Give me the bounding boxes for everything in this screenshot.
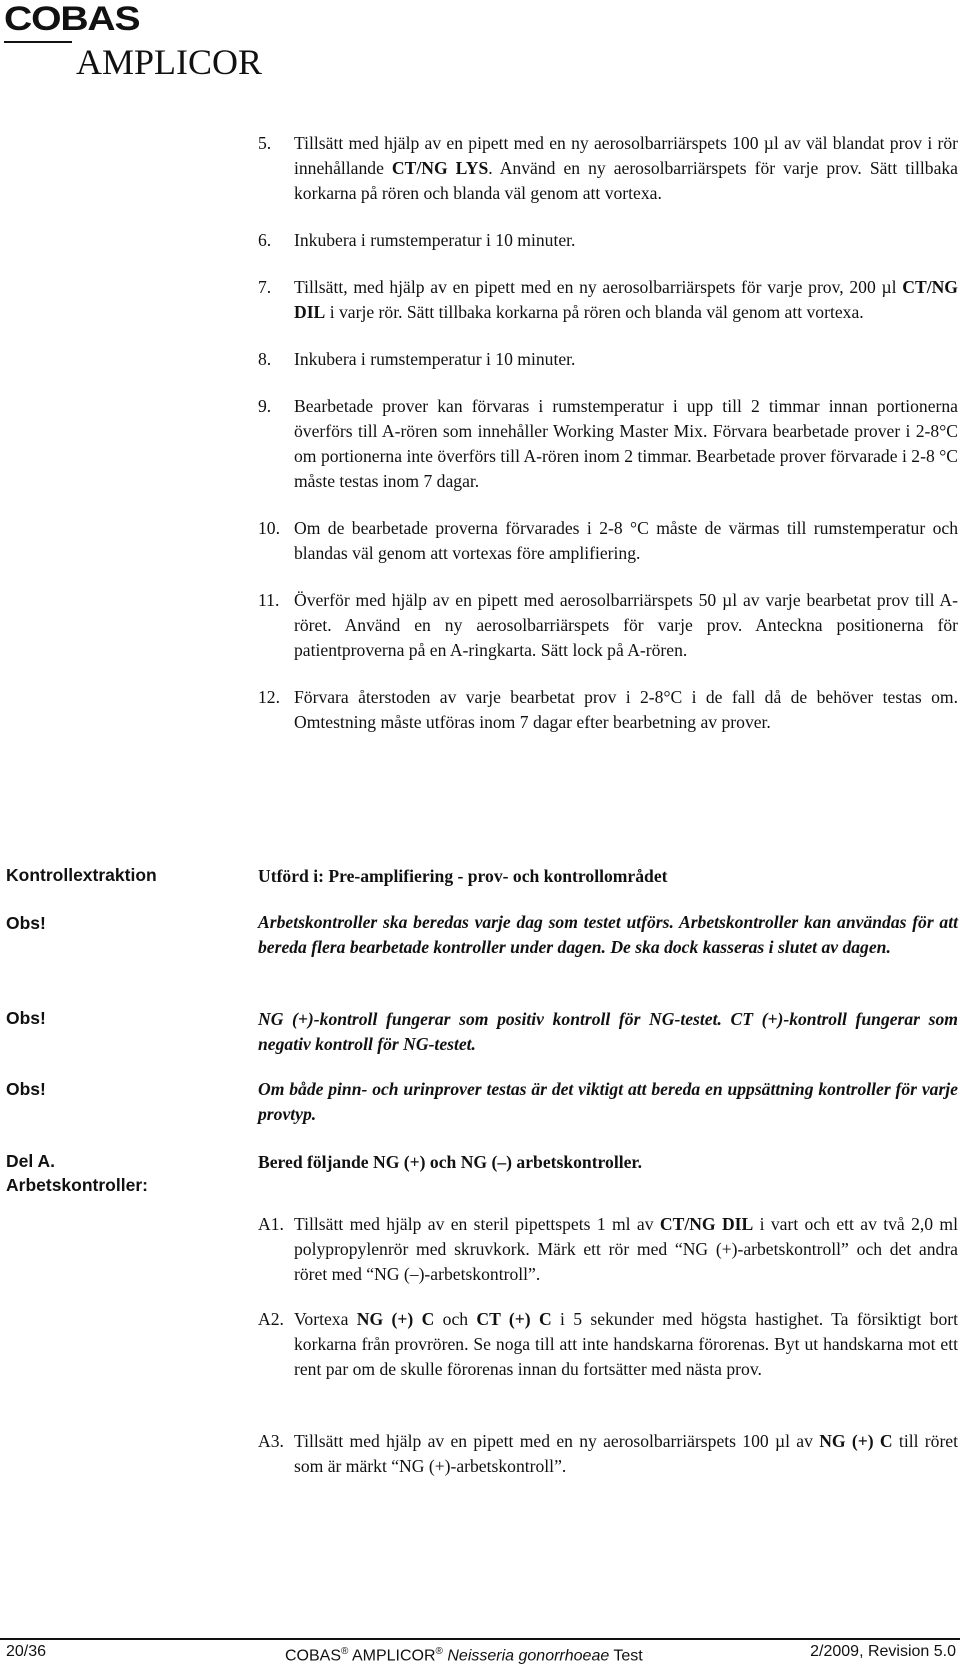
footer-revision: 2/2009, Revision 5.0 [810, 1643, 956, 1660]
procedure-steps [258, 131, 958, 757]
footer-product: COBAS® AMPLICOR® Neisseria gonorrhoeae Test [285, 1646, 643, 1665]
step-number: 10. [258, 518, 280, 538]
a-step-number: A1. [258, 1214, 284, 1234]
step-number: 12. [258, 687, 280, 707]
cobas-amplicor-logo [4, 2, 264, 80]
del-a-subtitle: Arbetskontroller: [6, 1175, 148, 1195]
obs-text-2: NG (+)-kontroll fungerar som positiv kontroll för NG-testet. CT (+)-kontroll fungerar som negativ kontroll för NG-testet. [258, 1009, 958, 1054]
step-6 [258, 228, 958, 253]
step-text: Inkubera i rumstemperatur i 10 minuter. [294, 230, 576, 250]
step-text: Överför med hjälp av en pipett med aerosolbarriärspets 50 µl av varje bearbetat prov till A-röret. Använd en ny aerosolbarriärspets för varje prov. Anteckna positionerna för patientproverna på en A-ringkarta. Sätt lock på A-rören. [294, 590, 958, 660]
del-a-text: Bered följande NG (+) och NG (–) arbetskontroller. [258, 1152, 643, 1172]
footer-divider [0, 1638, 960, 1640]
step-9 [258, 394, 958, 494]
step-text: Bearbetade prover kan förvaras i rumstemperatur i upp till 2 timmar innan portionerna överförs till A-rören som innehåller Working Master Mix. Förvara bearbetade prover i 2-8°C om portionerna inte överförs till A-rören inom 2 timmar. Bearbetade prover förvarade i 2-8 °C måste testas inom 7 dagar. [294, 396, 958, 491]
a-step-2 [258, 1307, 958, 1382]
step-text: Tillsätt med hjälp av en pipett med en ny aerosolbarriärspets 100 µl av väl blandat prov i rör innehållande CT/NG LYS. Använd en ny aerosolbarriärspets för varje prov. Sätt tillbaka korkarna på rören och blanda väl genom att vortexa. [294, 133, 958, 203]
del-a-label [6, 1149, 148, 1197]
step-number: 6. [258, 230, 272, 250]
a-step-text: Tillsätt med hjälp av en pipett med en ny aerosolbarriärspets 100 µl av NG (+) C till röret som är märkt “NG (+)-arbetskontroll”. [294, 1431, 958, 1476]
step-10 [258, 516, 958, 566]
performed-in: Utförd i: Pre-amplifiering - prov- och kontrollområdet [258, 866, 668, 886]
a-step-1 [258, 1212, 958, 1287]
logo-divider [4, 41, 72, 43]
obs-label-2: Obs! [6, 1008, 46, 1028]
step-text: Tillsätt, med hjälp av en pipett med en ny aerosolbarriärspets för varje prov, 200 µl CT/NG DIL i varje rör. Sätt tillbaka korkarna på rören och blanda väl genom att vortexa. [294, 277, 958, 322]
a-step-3 [258, 1429, 958, 1479]
a-step-text: Vortexa NG (+) C och CT (+) C i 5 sekunder med högsta hastighet. Ta försiktigt bort korkarna från provrören. Se noga till att inte handskarna förorenas. Byt ut handskarna mot ett rent par om de skulle förorenas innan du fortsätter med nästa prov. [294, 1309, 959, 1379]
obs-label-1: Obs! [6, 913, 46, 933]
step-number: 9. [258, 396, 272, 416]
step-8 [258, 347, 958, 372]
step-5 [258, 131, 958, 206]
step-number: 7. [258, 277, 272, 297]
step-7 [258, 275, 958, 325]
step-number: 5. [258, 133, 272, 153]
step-number: 11. [258, 590, 280, 610]
side-title: Kontrollextraktion [6, 865, 157, 885]
step-11 [258, 588, 958, 663]
a-step-number: A3. [258, 1431, 284, 1451]
step-text: Förvara återstoden av varje bearbetat prov i 2-8°C i de fall då de behöver testas om. Omtestning måste utföras inom 7 dagar efter bearbetning av prover. [294, 687, 958, 732]
obs-text-1: Arbetskontroller ska beredas varje dag som testet utförs. Arbetskontroller kan användas för att bereda flera bearbetade kontroller under dagen. De ska dock kasseras i slutet av dagen. [258, 912, 958, 957]
logo-cobas-text: COBAS [4, 0, 140, 38]
del-a-title: Del A. [6, 1151, 55, 1171]
logo-amplicor-text: AMPLICOR [76, 42, 263, 82]
step-number: 8. [258, 349, 272, 369]
step-text: Inkubera i rumstemperatur i 10 minuter. [294, 349, 576, 369]
obs-text-3: Om både pinn- och urinprover testas är det viktigt att bereda en uppsättning kontroller för varje provtyp. [258, 1079, 958, 1124]
a-step-text: Tillsätt med hjälp av en steril pipettspets 1 ml av CT/NG DIL i vart och ett av två 2,0 ml polypropylenrör med skruvkork. Märk ett rör med “NG (+)-arbetskontroll” och det andra röret med “NG (–)-arbetskontroll”. [294, 1214, 958, 1284]
a-step-number: A2. [258, 1309, 284, 1329]
obs-label-3: Obs! [6, 1079, 46, 1099]
step-text: Om de bearbetade proverna förvarades i 2-8 °C måste de värmas till rumstemperatur och blandas väl genom att vortexas före amplifiering. [294, 518, 958, 563]
step-12 [258, 685, 958, 735]
page-number: 20/36 [6, 1643, 47, 1660]
